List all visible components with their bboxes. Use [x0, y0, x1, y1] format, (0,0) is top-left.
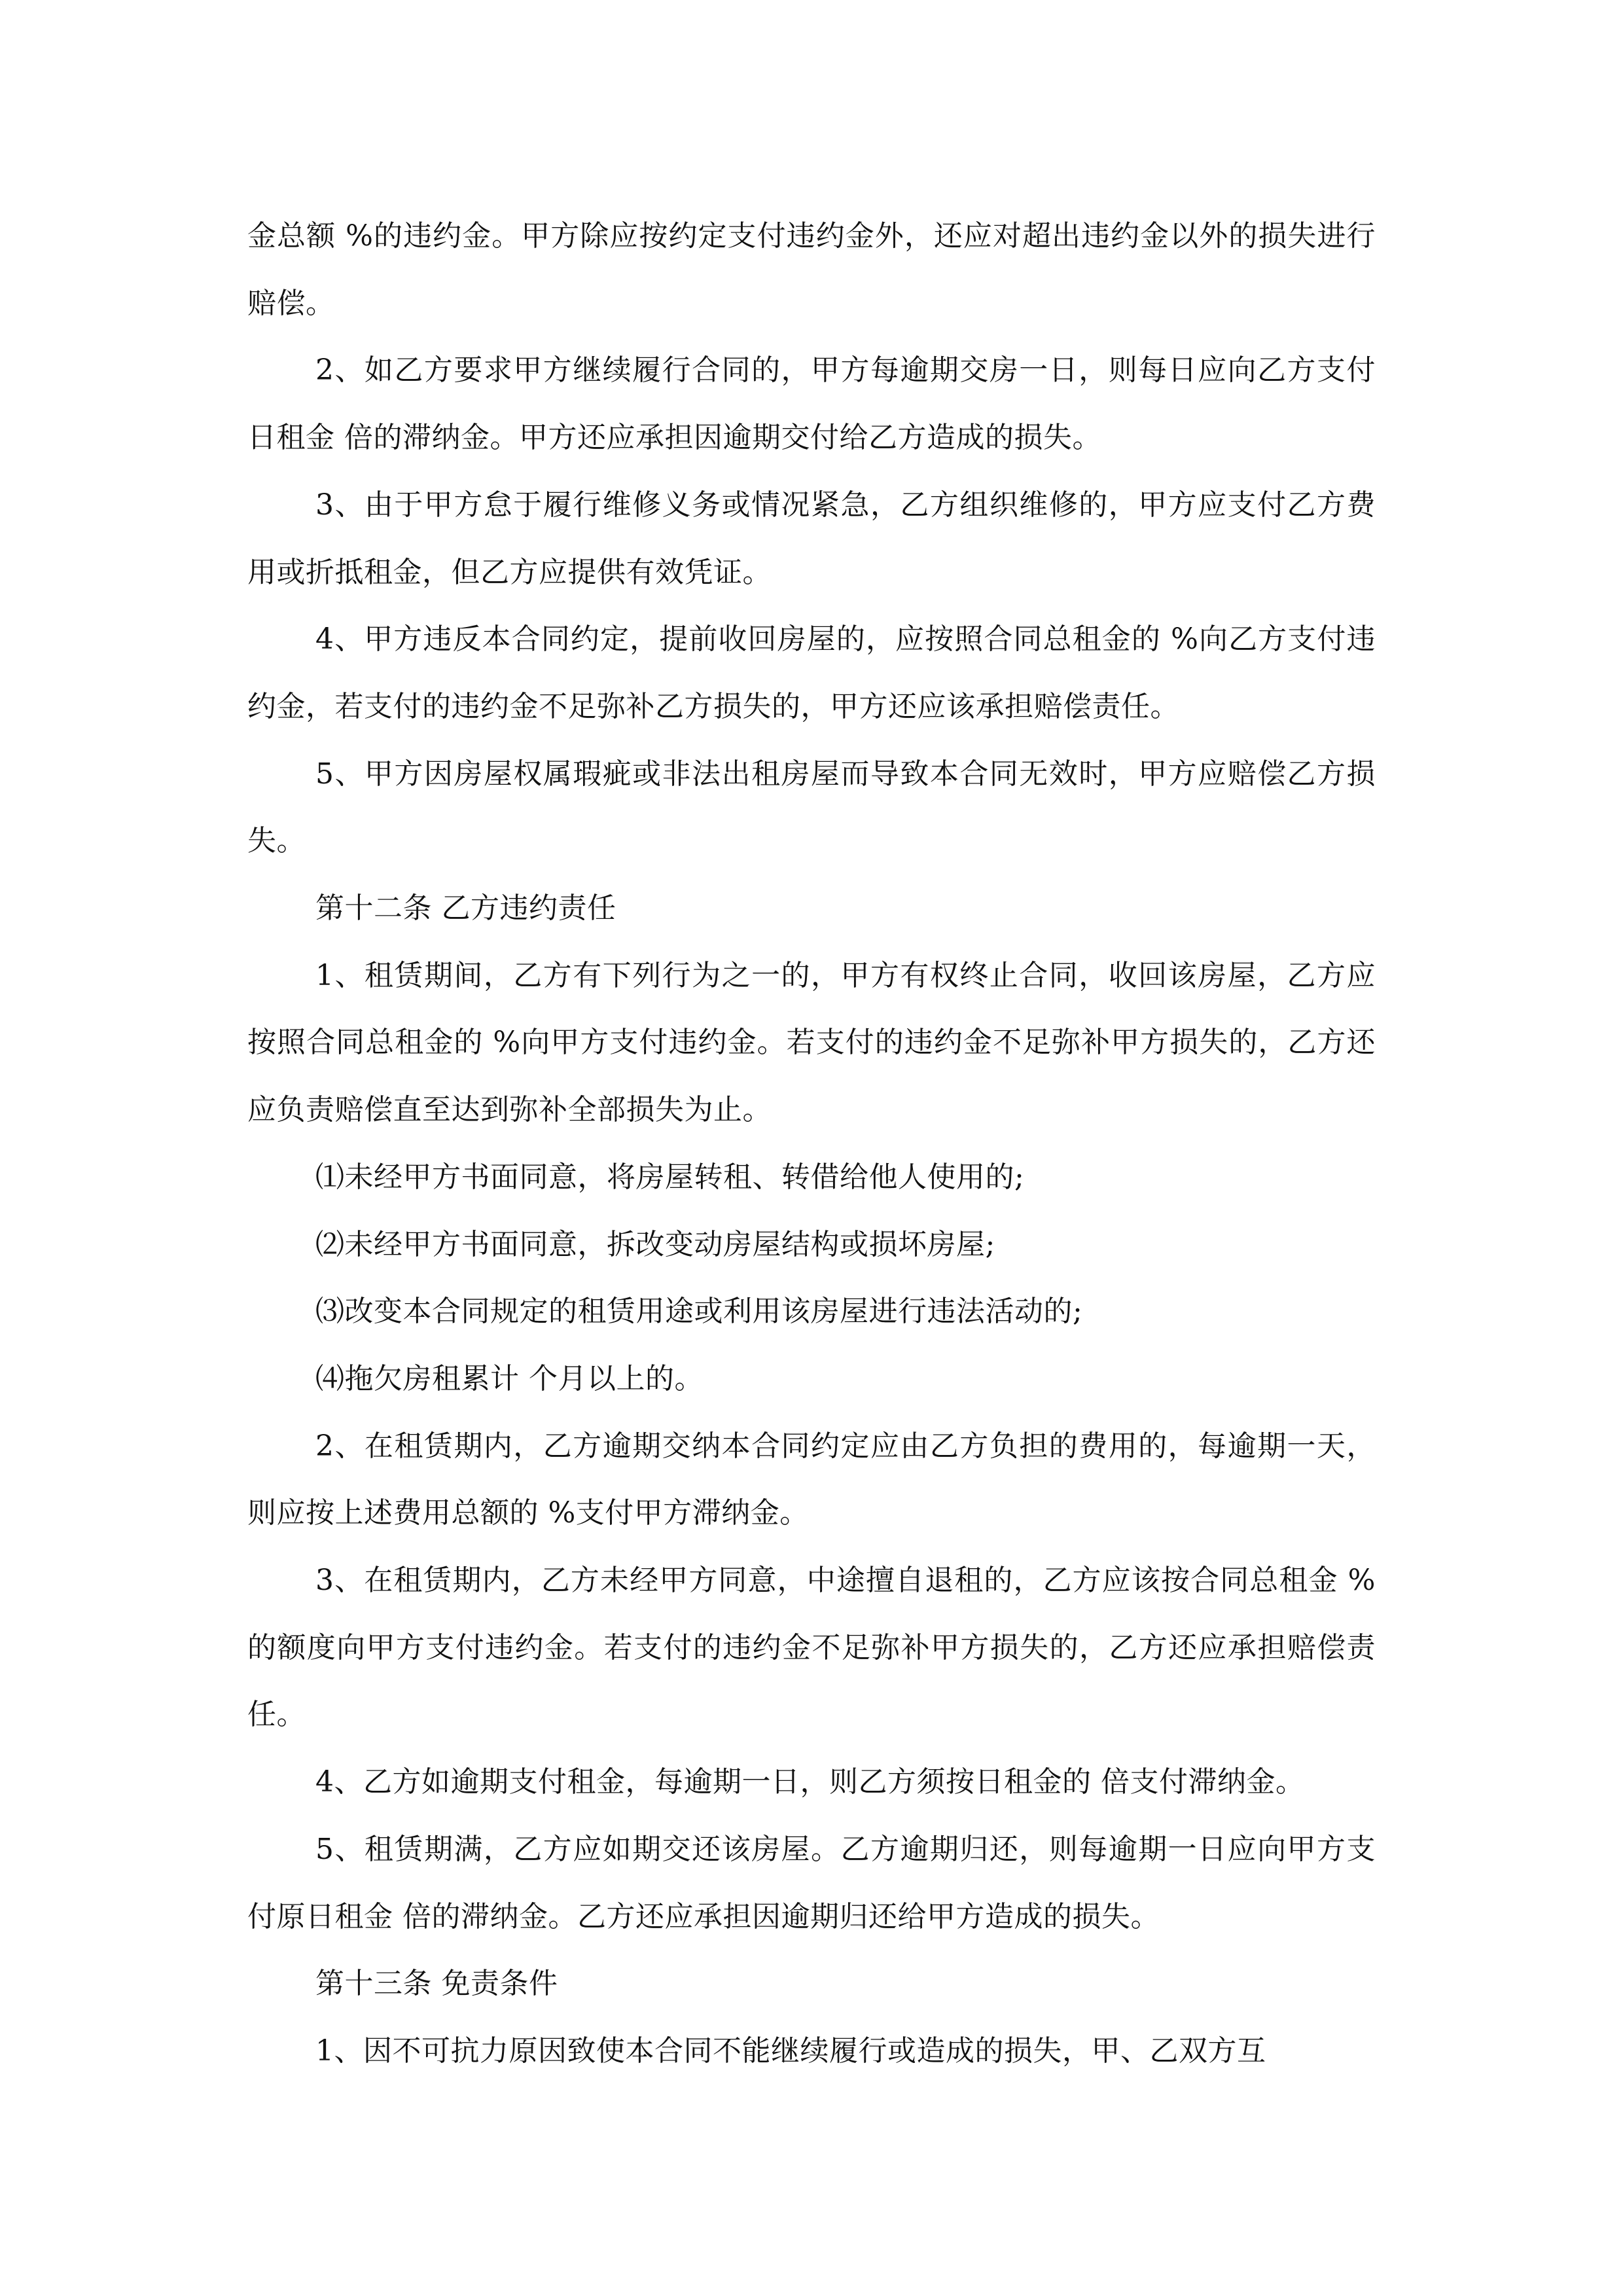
paragraph-6: 1、租赁期间，乙方有下列行为之一的，甲方有权终止合同，收回该房屋，乙方应按照合同总租金的 %向甲方支付违约金。若支付的违约金不足弥补甲方损失的，乙方还应负责赔偿直至达到弥补全部损失为止。 [247, 958, 1376, 1127]
paragraph-3: 4、甲方违反本合同约定，提前收回房屋的，应按照合同总租金的 %向乙方支付违约金，若支付的违约金不足弥补乙方损失的，甲方还应该承担赔偿责任。 [247, 622, 1376, 723]
paragraph-12: 3、在租赁期内，乙方未经甲方同意，中途擅自退租的，乙方应该按合同总租金 %的额度向甲方支付违约金。若支付的违约金不足弥补甲方损失的，乙方还应承担赔偿责任。 [247, 1564, 1376, 1732]
document-body [247, 203, 1376, 2085]
list-item-2: ⑵未经甲方书面同意，拆改变动房屋结构或损坏房屋; [315, 1227, 995, 1261]
section-heading-12: 第十二条 乙方违约责任 [315, 891, 616, 925]
section-heading-13: 第十三条 免责条件 [315, 1967, 558, 2001]
list-item-4: ⑷拖欠房租累计 个月以上的。 [315, 1361, 704, 1395]
paragraph-4: 5、甲方因房屋权属瑕疵或非法出租房屋而导致本合同无效时，甲方应赔偿乙方损失。 [247, 757, 1376, 858]
paragraph-2: 3、由于甲方怠于履行维修义务或情况紧急，乙方组织维修的，甲方应支付乙方费用或折抵租金，但乙方应提供有效凭证。 [247, 488, 1376, 589]
paragraph-13: 4、乙方如逾期支付租金，每逾期一日，则乙方须按日租金的 倍支付滞纳金。 [315, 1765, 1305, 1799]
paragraph-16: 1、因不可抗力原因致使本合同不能继续履行或造成的损失，甲、乙双方互 [315, 2034, 1266, 2068]
paragraph-0: 金总额 %的违约金。甲方除应按约定支付违约金外，还应对超出违约金以外的损失进行赔偿。 [247, 219, 1376, 320]
list-item-3: ⑶改变本合同规定的租赁用途或利用该房屋进行违法活动的; [315, 1295, 1083, 1329]
list-item-1: ⑴未经甲方书面同意，将房屋转租、转借给他人使用的; [315, 1160, 1025, 1194]
paragraph-11: 2、在租赁期内，乙方逾期交纳本合同约定应由乙方负担的费用的，每逾期一天，则应按上述费用总额的 %支付甲方滞纳金。 [247, 1429, 1376, 1530]
paragraph-14: 5、租赁期满，乙方应如期交还该房屋。乙方逾期归还，则每逾期一日应向甲方支付原日租金 倍的滞纳金。乙方还应承担因逾期归还给甲方造成的损失。 [247, 1832, 1376, 1933]
paragraph-1: 2、如乙方要求甲方继续履行合同的，甲方每逾期交房一日，则每日应向乙方支付日租金 倍的滞纳金。甲方还应承担因逾期交付给乙方造成的损失。 [247, 353, 1376, 455]
